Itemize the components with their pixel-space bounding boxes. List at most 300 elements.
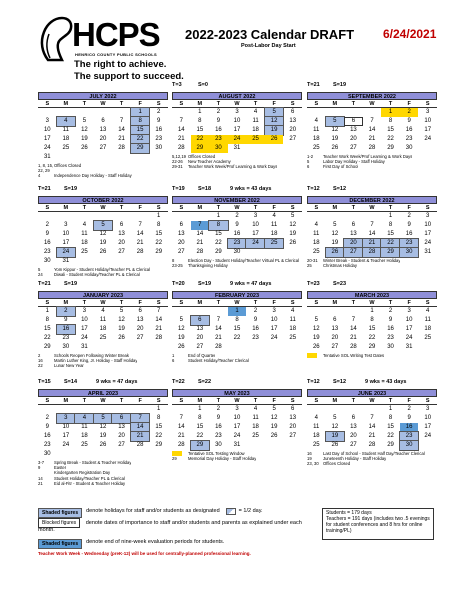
month-stat: S=0 <box>198 82 208 88</box>
day-cell: 13 <box>289 415 297 421</box>
weekday-header: F <box>400 204 419 212</box>
event-text: Tentative SOL Testing Window <box>188 451 245 456</box>
day-cell: 22 <box>155 240 163 246</box>
day-cell: 14 <box>350 326 357 332</box>
month-events <box>307 154 437 170</box>
month-stats <box>38 379 168 388</box>
day-cell: 23 <box>228 239 247 248</box>
weekday-header: T <box>112 299 131 307</box>
day-cell: 5 <box>265 108 284 117</box>
weekday-header: T <box>246 299 265 307</box>
month-stat: T=21 <box>38 186 51 192</box>
weekday-header: S <box>38 299 57 307</box>
day-cell: 10 <box>405 317 413 323</box>
month-events <box>38 163 168 179</box>
day-cell: 27 <box>350 442 357 448</box>
day-cell: 19 <box>265 126 284 135</box>
day-cell: 7 <box>370 118 374 124</box>
students-days: Students = 179 days <box>326 510 372 516</box>
weekday-header: M <box>191 204 210 212</box>
day-cell: 12 <box>99 424 107 430</box>
weekday-header: T <box>381 204 400 212</box>
day-cell: 26 <box>177 344 185 350</box>
day-cell: 11 <box>252 118 259 124</box>
day-cell: 16 <box>215 424 222 430</box>
event-date: 24 <box>38 272 43 278</box>
day-cell: 20 <box>118 433 125 439</box>
day-cell: 23 <box>400 239 419 248</box>
weekday-header: S <box>307 100 326 108</box>
month-stat: T=23 <box>307 281 320 287</box>
day-cell: 11 <box>313 127 320 133</box>
day-cell: 5 <box>82 118 87 124</box>
day-cell: 22 <box>131 135 150 144</box>
day-cell: 30 <box>233 249 241 255</box>
day-cell: 27 <box>344 248 363 257</box>
day-cell: 20 <box>136 326 144 332</box>
day-cell: 7 <box>138 222 142 228</box>
day-cell: 23 <box>43 249 51 255</box>
day-cell: 5 <box>119 308 124 314</box>
day-cell: 14 <box>136 231 144 237</box>
day-cell: 18 <box>270 231 278 237</box>
day-cell: 9 <box>388 317 393 323</box>
weekday-header: S <box>38 397 57 405</box>
day-cell: 5 <box>333 222 337 228</box>
day-cell: 28 <box>118 145 125 151</box>
day-cell: 2 <box>388 308 393 314</box>
day-cell: 29 <box>155 442 163 448</box>
day-cell: 7 <box>157 308 161 314</box>
day-cell: 7 <box>351 317 356 323</box>
day-cell <box>363 212 382 221</box>
day-cell: 27 <box>350 145 357 151</box>
month-stat: T=3 <box>172 82 182 88</box>
day-cell: 20 <box>331 335 339 341</box>
day-cell: 5 <box>333 415 337 421</box>
day-cell: 28 <box>363 248 382 257</box>
day-cell: 16 <box>155 127 163 133</box>
weekday-header: S <box>172 397 191 405</box>
weekday-header: S <box>418 100 437 108</box>
day-cell: 11 <box>252 415 259 421</box>
day-cell: 1 <box>388 406 393 412</box>
day-cell: 16 <box>43 433 51 439</box>
month-name: FEBRUARY 2023 <box>172 291 302 299</box>
month-grid <box>172 397 302 450</box>
day-cell: 16 <box>405 127 413 133</box>
day-cell: 29 <box>191 144 210 153</box>
day-cell: 22 <box>387 136 394 142</box>
weekday-header: T <box>75 204 94 212</box>
weekday-header: T <box>246 204 265 212</box>
month-stat: S=14 <box>64 379 77 385</box>
day-cell: 6 <box>119 222 124 228</box>
event-text: Easter <box>54 465 67 471</box>
legend-half-day-swatch <box>226 508 236 515</box>
month-stat: S=19 <box>198 281 211 287</box>
day-cell: 18 <box>252 424 259 430</box>
month-stats <box>38 186 168 195</box>
event-date: 14 <box>38 475 43 481</box>
day-cell <box>57 212 76 221</box>
day-cell: 6 <box>112 414 131 423</box>
weekday-header: S <box>172 100 191 108</box>
day-cell: 16 <box>215 127 222 133</box>
event-text: Tentative SOL Writing Test Dates <box>323 353 385 358</box>
day-cell <box>326 307 345 316</box>
month-stat: T=21 <box>38 281 51 287</box>
weekday-header: F <box>265 397 284 405</box>
month-events <box>307 258 437 268</box>
day-cell: 8 <box>131 117 150 126</box>
day-cell: 23 <box>155 136 163 142</box>
day-cell: 28 <box>177 145 185 151</box>
day-cell: 25 <box>265 239 284 248</box>
day-cell <box>38 212 57 221</box>
weekday-header: W <box>363 100 382 108</box>
day-cell: 27 <box>196 344 204 350</box>
weekday-header: T <box>344 100 363 108</box>
month-stat: T=15 <box>38 379 51 385</box>
day-cell: 20 <box>196 335 204 341</box>
event-date: 29 <box>172 456 177 462</box>
event-text: Kindergarten Registration Day <box>54 470 111 476</box>
day-cell: 17 <box>62 433 70 439</box>
event-row <box>172 263 302 268</box>
day-cell <box>38 108 57 117</box>
day-cell: 23 <box>43 442 51 448</box>
day-cell: 30 <box>400 441 419 450</box>
event-date: 1-2 <box>307 154 314 159</box>
day-cell <box>418 144 437 153</box>
month-stat: S=23 <box>333 281 346 287</box>
day-cell: 19 <box>118 326 125 332</box>
day-cell: 2 <box>216 109 221 115</box>
day-cell: 15 <box>215 231 222 237</box>
day-cell: 9 <box>253 317 258 323</box>
day-cell: 8 <box>45 317 49 323</box>
event-row <box>38 481 168 486</box>
event-text: Yom Kippur - Student Holiday/Teacher PL & Clerical <box>54 267 151 272</box>
day-cell: 11 <box>62 127 69 133</box>
day-cell: 30 <box>215 442 222 448</box>
day-cell: 20 <box>350 433 357 439</box>
day-cell: 7 <box>191 221 210 230</box>
weekday-header: T <box>381 299 400 307</box>
legend-blocked <box>38 520 308 533</box>
event-text: Offices Closed <box>323 461 351 467</box>
day-cell: 15 <box>155 424 163 430</box>
day-cell: 2 <box>400 108 419 117</box>
day-cell: 25 <box>62 145 70 151</box>
tagline-1: The right to achieve. <box>74 59 167 70</box>
day-cell: 9 <box>157 118 161 124</box>
day-cell: 22 <box>191 135 210 144</box>
event-text: First Day of School <box>323 164 359 170</box>
month-stat: S=18 <box>198 186 211 192</box>
day-cell: 29 <box>215 249 222 255</box>
weekday-header: T <box>209 204 228 212</box>
day-cell: 3 <box>426 109 430 115</box>
day-cell: 2 <box>235 213 239 219</box>
day-cell: 12 <box>331 231 339 237</box>
day-cell: 7 <box>119 118 124 124</box>
day-cell: 8 <box>388 118 393 124</box>
day-cell: 12 <box>312 326 320 332</box>
day-cell: 27 <box>289 136 297 142</box>
day-cell: 4 <box>291 308 295 314</box>
day-cell <box>94 212 113 221</box>
day-cell: 7 <box>216 317 221 323</box>
weekday-header: M <box>191 397 210 405</box>
day-cell: 12 <box>265 117 284 126</box>
month-stat: S=12 <box>333 186 346 192</box>
day-cell: 25 <box>246 135 265 144</box>
day-cell <box>149 450 168 459</box>
weekday-header: M <box>326 397 345 405</box>
weekday-header: T <box>209 299 228 307</box>
month-name: JUNE 2023 <box>307 389 437 397</box>
day-cell: 25 <box>312 145 320 151</box>
day-cell: 20 <box>118 240 125 246</box>
day-cell: 7 <box>179 118 183 124</box>
day-cell: 15 <box>196 127 204 133</box>
weekday-header: S <box>149 204 168 212</box>
day-cell <box>344 307 363 316</box>
day-cell <box>75 450 94 459</box>
event-date: 5 <box>38 267 41 272</box>
day-cell: 25 <box>99 335 107 341</box>
day-cell: 31 <box>62 258 70 264</box>
month-grid <box>172 100 302 153</box>
day-cell <box>307 108 326 117</box>
day-cell: 24 <box>424 136 432 142</box>
day-cell: 30 <box>43 258 51 264</box>
day-cell: 24 <box>57 248 76 257</box>
day-cell: 25 <box>289 335 297 341</box>
month-stat: T=21 <box>307 82 320 88</box>
day-cell: 15 <box>387 424 394 430</box>
day-cell: 8 <box>388 415 393 421</box>
month-name: NOVEMBER 2022 <box>172 196 302 204</box>
month-name: JULY 2022 <box>38 92 168 100</box>
month-11 <box>307 379 437 467</box>
day-cell: 27 <box>136 335 144 341</box>
month-stat: 9 wks = 47 days <box>96 379 138 385</box>
day-cell: 9 <box>235 222 239 228</box>
weekday-header: W <box>228 299 247 307</box>
event-text: Labor Day Holiday - Staff Holiday <box>323 159 385 165</box>
day-cell: 3 <box>57 414 76 423</box>
event-date: 22-26 <box>172 159 183 165</box>
event-text: Student Holiday/Teacher Clerical <box>188 358 249 364</box>
day-cell: 31 <box>405 344 413 350</box>
day-cell <box>94 450 113 459</box>
day-cell <box>265 441 284 450</box>
month-name: MARCH 2023 <box>307 291 437 299</box>
day-cell: 7 <box>370 222 374 228</box>
day-cell: 7 <box>370 415 374 421</box>
day-cell: 24 <box>246 239 265 248</box>
day-cell: 8 <box>157 415 161 421</box>
day-cell: 12 <box>270 415 278 421</box>
event-row <box>172 164 302 169</box>
day-cell: 4 <box>426 308 430 314</box>
day-cell: 14 <box>215 326 222 332</box>
event-text: Spring Break - Student & Teacher Holiday <box>54 460 132 465</box>
day-cell: 19 <box>81 136 88 142</box>
day-cell: 24 <box>233 433 241 439</box>
month-grid <box>307 100 437 153</box>
day-cell: 12 <box>177 326 185 332</box>
day-cell: 1 <box>157 213 161 219</box>
day-cell: 14 <box>177 424 185 430</box>
day-cell: 13 <box>350 231 357 237</box>
day-cell: 12 <box>99 231 107 237</box>
teachers-days: Teachers = 191 days (includes two .5 evenings for student conferences and 8 hrs for online training/PL) <box>326 516 430 534</box>
weekday-header: S <box>283 100 302 108</box>
event-row <box>38 173 168 178</box>
day-cell: 10 <box>233 415 241 421</box>
day-cell: 11 <box>81 231 88 237</box>
weekday-header: F <box>265 100 284 108</box>
day-cell: 18 <box>81 433 88 439</box>
legend-nine-week-text: denote end of nine-week evaluation periods for students. <box>86 539 225 545</box>
day-cell <box>94 257 113 266</box>
day-cell: 24 <box>43 145 51 151</box>
day-cell: 14 <box>118 127 125 133</box>
day-cell: 26 <box>81 145 88 151</box>
day-cell: 21 <box>177 433 185 439</box>
weekday-header: T <box>112 397 131 405</box>
day-cell: 18 <box>312 240 320 246</box>
weekday-header: T <box>246 100 265 108</box>
day-cell: 22 <box>233 335 241 341</box>
day-cell <box>75 108 94 117</box>
day-cell: 27 <box>118 442 125 448</box>
day-cell: 20 <box>289 424 297 430</box>
event-date: 21 <box>38 480 43 486</box>
day-cell: 19 <box>326 432 345 441</box>
day-cell: 26 <box>118 335 125 341</box>
day-cell <box>326 108 345 117</box>
event-text: Teacher Work Week/Prof Learning & Work Days <box>323 154 413 159</box>
day-cell <box>344 108 363 117</box>
day-cell: 26 <box>270 433 278 439</box>
day-cell: 14 <box>368 127 376 133</box>
day-cell: 11 <box>99 317 107 323</box>
event-date: 3-7 <box>38 460 45 465</box>
day-cell: 17 <box>405 326 413 332</box>
weekday-header: S <box>418 204 437 212</box>
day-cell <box>283 248 302 257</box>
day-cell: 6 <box>179 222 183 228</box>
weekday-header: M <box>191 299 210 307</box>
day-cell: 24 <box>424 433 432 439</box>
weekday-header: S <box>149 397 168 405</box>
day-cell: 10 <box>81 317 88 323</box>
day-cell: 4 <box>272 213 276 219</box>
month-events <box>307 353 437 358</box>
day-cell: 28 <box>368 145 376 151</box>
day-cell: 1 <box>198 109 202 115</box>
day-cell: 22 <box>43 335 51 341</box>
weekday-header: S <box>38 100 57 108</box>
day-cell: 13 <box>136 317 144 323</box>
event-date: 19 <box>307 456 312 462</box>
month-stat: 9 wks = 43 days <box>365 379 407 385</box>
day-cell <box>112 108 131 117</box>
day-cell <box>307 307 326 316</box>
weekday-header: F <box>400 397 419 405</box>
event-date <box>307 353 317 358</box>
day-cell: 3 <box>272 308 276 314</box>
month-8 <box>307 281 437 358</box>
day-cell: 21 <box>118 136 125 142</box>
day-cell: 19 <box>312 335 320 341</box>
day-cell: 5 <box>179 317 183 323</box>
day-cell: 26 <box>326 248 345 257</box>
day-cell: 31 <box>81 344 88 350</box>
day-cell <box>228 343 247 352</box>
day-cell: 25 <box>312 442 320 448</box>
day-cell: 16 <box>233 231 241 237</box>
legend-blocked-swatch: Blocked figures <box>38 518 80 528</box>
month-grid <box>172 299 302 352</box>
event-date: 6 <box>172 358 175 364</box>
day-cell: 8 <box>198 118 202 124</box>
day-cell: 22 <box>387 433 394 439</box>
day-cell: 17 <box>252 231 259 237</box>
day-cell: 17 <box>62 240 70 246</box>
day-cell: 11 <box>313 231 320 237</box>
day-cell: 21 <box>363 239 382 248</box>
legend-holiday-swatch: Shaded figures <box>38 508 82 518</box>
day-cell: 26 <box>312 344 320 350</box>
day-cell: 27 <box>331 344 339 350</box>
event-date: 23, 30 <box>307 461 319 467</box>
day-cell: 2 <box>407 406 411 412</box>
weekday-header: S <box>307 397 326 405</box>
day-cell: 11 <box>424 317 431 323</box>
day-cell <box>149 343 168 352</box>
day-cell: 21 <box>196 240 204 246</box>
month-stat: T=20 <box>172 281 185 287</box>
day-cell: 14 <box>131 423 150 432</box>
day-cell: 10 <box>252 222 259 228</box>
day-cell: 26 <box>99 249 107 255</box>
weekday-header: T <box>112 100 131 108</box>
weekday-header: S <box>149 299 168 307</box>
month-2 <box>307 82 437 170</box>
month-name: JANUARY 2023 <box>38 291 168 299</box>
day-cell <box>112 212 131 221</box>
weekday-header: S <box>283 299 302 307</box>
page-title: 2022-2023 Calendar DRAFT <box>185 27 355 42</box>
day-cell <box>246 144 265 153</box>
day-cell: 18 <box>81 240 88 246</box>
day-cell: 28 <box>215 344 222 350</box>
day-cell <box>75 257 94 266</box>
month-4 <box>172 186 302 269</box>
day-cell <box>94 343 113 352</box>
day-cell: 23 <box>405 136 413 142</box>
day-cell <box>131 343 150 352</box>
month-events <box>172 353 302 363</box>
day-cell: 3 <box>82 308 87 314</box>
day-cell: 26 <box>289 240 297 246</box>
